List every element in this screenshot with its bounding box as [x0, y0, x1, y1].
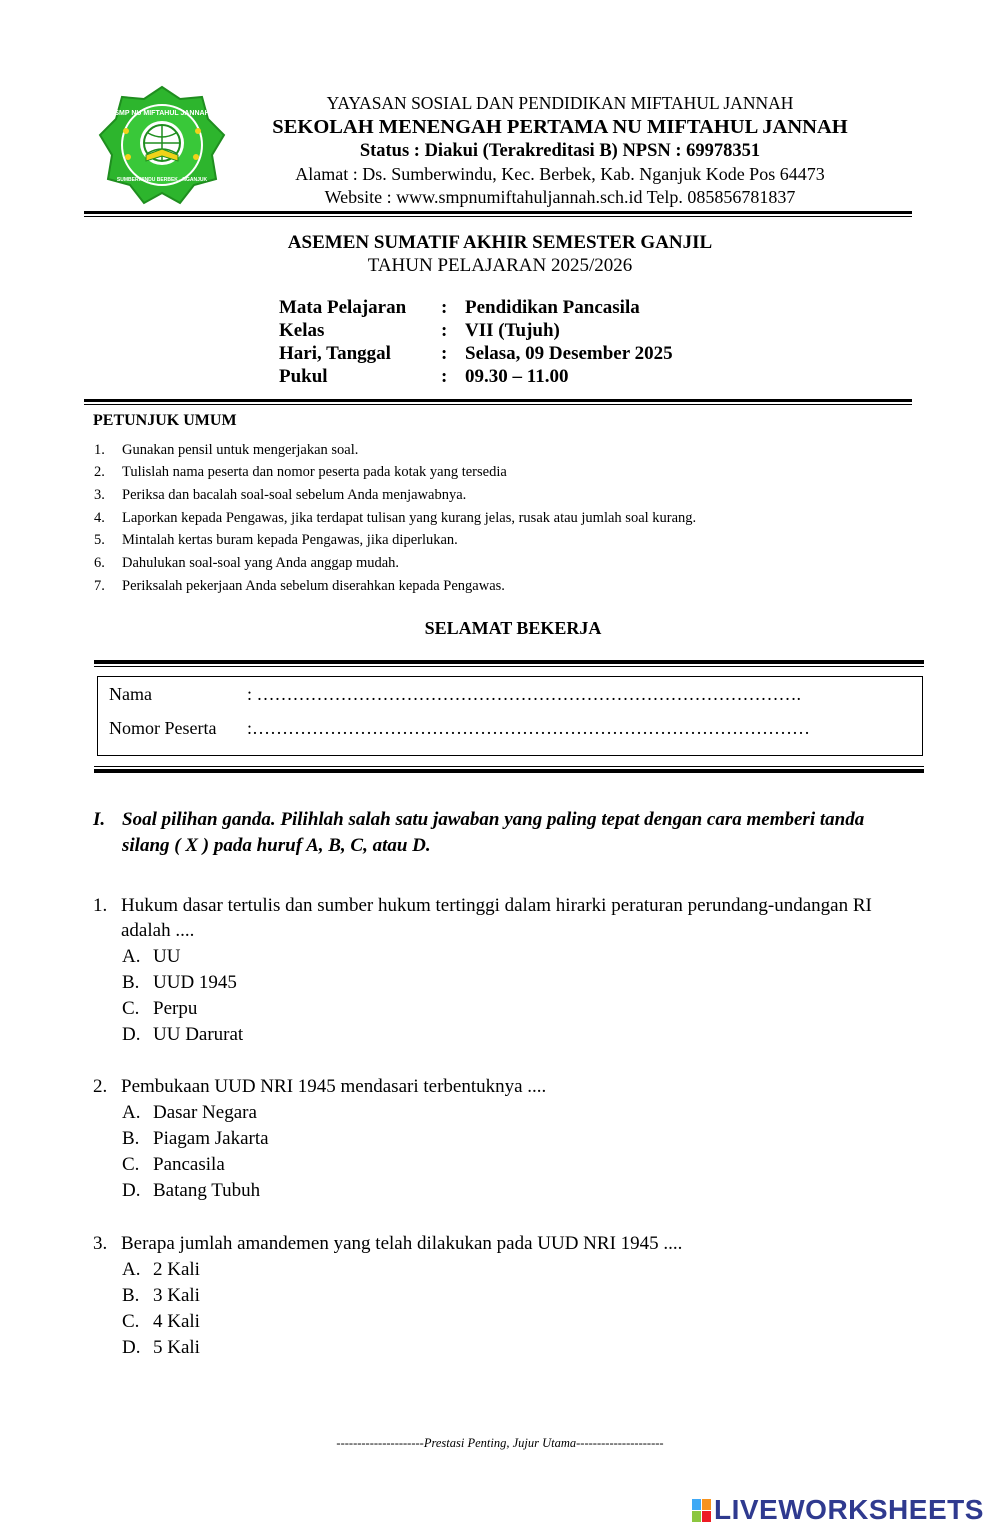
- instruction-text: Dahulukan soal-soal yang Anda anggap mudah.: [122, 555, 400, 571]
- option-letter: C.: [122, 998, 140, 1019]
- instruction-text: Tulislah nama peserta dan nomor peserta pada kotak yang tersedia: [122, 464, 507, 480]
- name-field[interactable]: : ……………………………………………………………………………….: [247, 684, 802, 704]
- info-value: Selasa, 09 Desember 2025: [465, 343, 673, 364]
- school-website: Website : www.smpnumiftahuljannah.sch.id Telp. 085856781837: [324, 187, 796, 207]
- instruction-num: 1.: [94, 442, 105, 458]
- foundation-name: YAYASAN SOSIAL DAN PENDIDIKAN MIFTAHUL JANNAH: [326, 93, 794, 113]
- info-key: Pukul: [279, 366, 328, 387]
- question-text: Berapa jumlah amandemen yang telah dilakukan pada UUD NRI 1945 ....: [121, 1233, 683, 1254]
- option-text: Perpu: [153, 998, 198, 1019]
- info-rule: [84, 399, 912, 402]
- instruction-text: Periksalah pekerjaan Anda sebelum diserahkan kepada Pengawas.: [122, 578, 505, 594]
- option-letter: B.: [122, 1128, 140, 1149]
- question-number: 1.: [93, 895, 108, 916]
- instruction-num: 7.: [94, 578, 105, 594]
- question-text: Hukum dasar tertulis dan sumber hukum tertinggi dalam hirarki peraturan perundang-undangan RI: [121, 895, 872, 916]
- instruction-num: 2.: [94, 464, 105, 480]
- option-text: 3 Kali: [153, 1285, 200, 1306]
- info-key: Kelas: [279, 320, 325, 341]
- info-value: 09.30 – 11.00: [465, 366, 569, 387]
- school-address: Alamat : Ds. Sumberwindu, Kec. Berbek, Kab. Nganjuk Kode Pos 64473: [295, 164, 825, 184]
- option-text: Pancasila: [153, 1154, 225, 1175]
- question-1-cont: adalah ....: [121, 920, 195, 941]
- instruction-text: Periksa dan bacalah soal-soal sebelum Anda menjawabnya.: [122, 487, 467, 503]
- footer-motto: ---------------------Prestasi Penting, Jujur Utama---------------------: [336, 1436, 664, 1450]
- name-label: Nama: [109, 684, 152, 704]
- option-letter: C.: [122, 1311, 140, 1332]
- exam-year: TAHUN PELAJARAN 2025/2026: [367, 255, 633, 276]
- instructions-heading: PETUNJUK UMUM: [93, 412, 237, 429]
- identity-rule-bottom: [94, 769, 924, 773]
- header-rule-thin: [84, 216, 912, 217]
- option-text: 4 Kali: [153, 1311, 200, 1332]
- option-text: UU Darurat: [153, 1024, 244, 1045]
- school-name: SEKOLAH MENENGAH PERTAMA NU MIFTAHUL JANNAH: [272, 116, 848, 138]
- info-value: Pendidikan Pancasila: [465, 297, 640, 318]
- logo-bottom-text: SUMBERWINDU BERBEK - NGANJUK: [116, 177, 208, 183]
- identity-rule-top: [94, 660, 924, 664]
- instruction-num: 5.: [94, 532, 105, 548]
- identity-rule-top-thin: [94, 666, 924, 667]
- section-instruction-cont: silang ( X ) pada huruf A, B, C, atau D.: [122, 835, 431, 856]
- liveworksheets-logo-icon: [692, 1499, 712, 1523]
- exam-title: ASEMEN SUMATIF AKHIR SEMESTER GANJIL: [287, 232, 713, 253]
- header-rule: [84, 211, 912, 214]
- option-letter: A.: [122, 946, 141, 967]
- info-rule-thin: [84, 404, 912, 405]
- option-letter: D.: [122, 1024, 141, 1045]
- question-number: 3.: [93, 1233, 108, 1254]
- logo-top-text: SMP NU MIFTAHUL JANNAH: [114, 110, 210, 117]
- option-text: 5 Kali: [153, 1337, 200, 1358]
- option-text: Dasar Negara: [153, 1102, 257, 1123]
- instruction-text: Gunakan pensil untuk mengerjakan soal.: [122, 442, 359, 458]
- number-field[interactable]: :…………………………………………………………………………………: [247, 718, 811, 738]
- instruction-num: 3.: [94, 487, 105, 503]
- option-text: 2 Kali: [153, 1259, 200, 1280]
- instruction-num: 4.: [94, 510, 105, 526]
- school-status: Status : Diakui (Terakreditasi B) NPSN : 69978351: [359, 141, 761, 161]
- instruction-text: Mintalah kertas buram kepada Pengawas, jika diperlukan.: [122, 532, 458, 548]
- option-letter: B.: [122, 972, 140, 993]
- option-text: UU: [153, 946, 181, 967]
- option-letter: D.: [122, 1337, 141, 1358]
- option-letter: A.: [122, 1259, 141, 1280]
- identity-rule-bottom-thin: [94, 766, 924, 767]
- info-value: VII (Tujuh): [465, 320, 560, 341]
- option-text: Piagam Jakarta: [153, 1128, 269, 1149]
- closing-text: SELAMAT BEKERJA: [424, 618, 602, 638]
- question-text: Pembukaan UUD NRI 1945 mendasari terbentuknya ....: [121, 1076, 547, 1097]
- liveworksheets-brand[interactable]: LIVEWORKSHEETS: [714, 1494, 984, 1525]
- option-letter: C.: [122, 1154, 140, 1175]
- section-instruction: Soal pilihan ganda. Pilihlah salah satu jawaban yang paling tepat dengan cara memberi tanda: [122, 809, 865, 830]
- instruction-text: Laporkan kepada Pengawas, jika terdapat tulisan yang kurang jelas, rusak atau jumlah soal kurang.: [122, 510, 697, 526]
- number-label: Nomor Peserta: [109, 718, 217, 738]
- info-key: Mata Pelajaran: [279, 297, 407, 318]
- option-letter: A.: [122, 1102, 141, 1123]
- option-letter: D.: [122, 1180, 141, 1201]
- school-logo: [96, 85, 228, 207]
- option-text: UUD 1945: [153, 972, 237, 993]
- option-letter: B.: [122, 1285, 140, 1306]
- section-number: I.: [93, 809, 106, 830]
- option-text: Batang Tubuh: [153, 1180, 261, 1201]
- info-key: Hari, Tanggal: [279, 343, 391, 364]
- question-number: 2.: [93, 1076, 108, 1097]
- instruction-num: 6.: [94, 555, 105, 571]
